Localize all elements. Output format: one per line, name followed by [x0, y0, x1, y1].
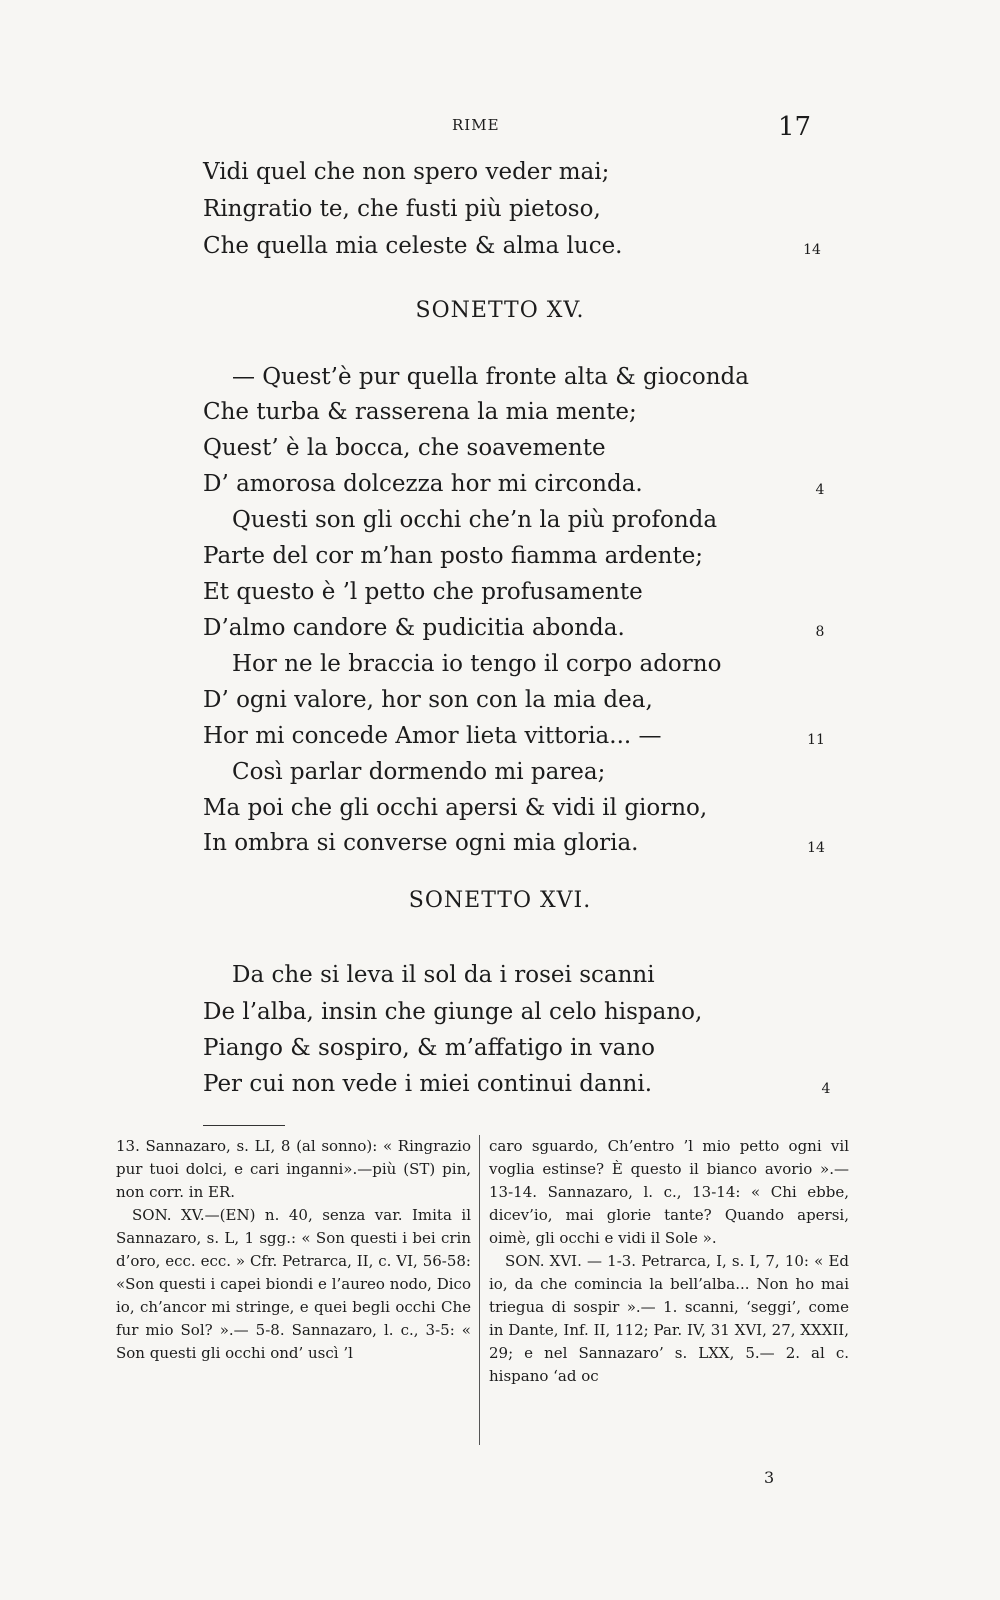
footnotes-left-column: [116, 1135, 471, 1365]
line-number: 8: [815, 624, 825, 640]
verse-line: Che turba & rasserena la mia mente;: [203, 399, 637, 425]
line-number: 14: [803, 242, 821, 258]
footnote: SON. XVI. — 1-3. Petrarca, I, s. I, 7, 10: « Ed io, da che comincia la bell’alba... Non ho mai triegua di sospir ».— 1. scanni, ‘seggi’, come in Dante, Inf. II, 112; Par. IV, 31 XVI, 27, XXXII, 29; e nel Sannazaro’ s. LXX, 5.— 2. al c. hispano ‘ad oc: [489, 1252, 849, 1385]
verse-line: Da che si leva il sol da i rosei scanni: [232, 962, 655, 988]
verse-line: Che quella mia celeste & alma luce.: [203, 233, 623, 259]
verse-line: Per cui non vede i miei continui danni.: [203, 1071, 653, 1097]
verse-line: Hor mi concede Amor lieta vittoria... —: [203, 723, 662, 749]
verse-line: De l’alba, insin che giunge al celo hispano,: [203, 999, 703, 1025]
page-number: 17: [778, 112, 812, 142]
line-number: 11: [807, 732, 825, 748]
verse-line: Ringratio te, che fusti più pietoso,: [203, 196, 601, 222]
verse-line: Questi son gli occhi che’n la più profonda: [232, 507, 718, 533]
running-header: [0, 112, 1000, 142]
verse-line: D’ ogni valore, hor son con la mia dea,: [203, 687, 653, 713]
footnote: caro sguardo, Ch’entro ’l mio petto ogni vil voglia estinse? È questo il bianco avorio ».— 13-14. Sannazaro, l. c., 13-14: « Chi ebbe, dicev’io, mai glorie tante? Quando apersi, oimè, gli occhi e vidi il Sole ».: [489, 1137, 849, 1247]
verse-line: Parte del cor m’han posto fiamma ardente;: [203, 543, 704, 569]
signature-mark: 3: [764, 1468, 775, 1487]
verse-line: Ma poi che gli occhi apersi & vidi il giorno,: [203, 795, 708, 821]
verse-line: D’almo candore & pudicitia abonda.: [203, 615, 625, 641]
sonnet-heading: SONETTO XVI.: [408, 888, 592, 913]
running-title: RIME: [452, 116, 500, 134]
verse-line: Piango & sospiro, & m’affatigo in vano: [203, 1035, 656, 1061]
footnote-rule: [203, 1125, 285, 1126]
verse-line: Così parlar dormendo mi parea;: [232, 759, 606, 785]
verse-line: D’ amorosa dolcezza hor mi circonda.: [203, 471, 643, 497]
verse-line: Et questo è ’l petto che profusamente: [203, 579, 643, 605]
column-divider: [479, 1135, 480, 1445]
verse-line: Quest’ è la bocca, che soavemente: [203, 435, 606, 461]
verse-line: Hor ne le braccia io tengo il corpo adorno: [232, 651, 722, 677]
line-number: 4: [815, 482, 825, 498]
line-number: 4: [821, 1081, 831, 1097]
footnote: 13. Sannazaro, s. LI, 8 (al sonno): « Ringrazio pur tuoi dolci, e cari inganni».—più (ST) pin, non corr. in ER.: [116, 1137, 471, 1201]
verse-line: Vidi quel che non spero veder mai;: [203, 159, 610, 185]
sonnet-heading: SONETTO XV.: [415, 298, 585, 323]
line-number: 14: [807, 840, 825, 856]
footnote: SON. XV.—(EN) n. 40, senza var. Imita il Sannazaro, s. L, 1 sgg.: « Son questi i bei crin d’oro, ecc. ecc. » Cfr. Petrarca, II, c. VI, 56-58: «Son questi i capei biondi e l’aureo nodo, Dico io, ch’ancor mi stringe, e quei begli occhi Che fur mio Sol? ».— 5-8. Sannazaro, l. c., 3-5: « Son questi gli occhi ond’ uscì ’l: [116, 1206, 471, 1362]
verse-line: — Quest’è pur quella fronte alta & gioconda: [232, 364, 749, 390]
footnotes-right-column: [489, 1135, 849, 1388]
verse-line: In ombra si converse ogni mia gloria.: [203, 830, 639, 856]
